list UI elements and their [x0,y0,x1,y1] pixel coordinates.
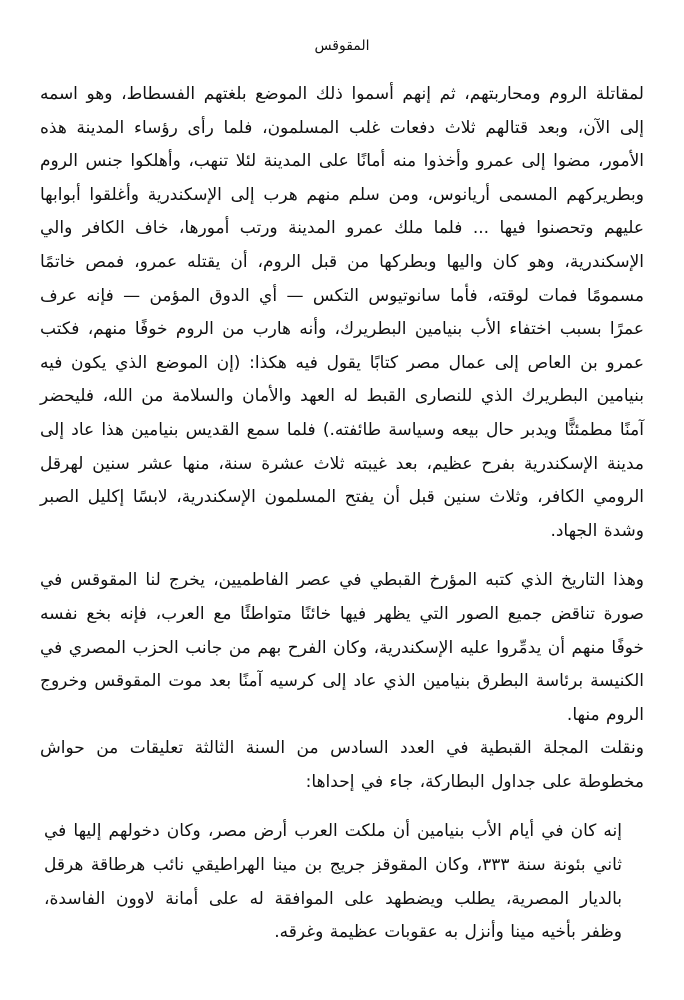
paragraph-2: وهذا التاريخ الذي كتبه المؤرخ القبطي في عصر الفاطميين، يخرج لنا المقوقس في صورة تناقض جميع الصور التي يظهر فيها خائنًا متواطئًا مع العرب، فإنه بخع نفسه خوفًا منهم أن يدمِّروا عليه الإسكندرية، وكان الفرح بهم من جانب الحزب المصري في الكنيسة برئاسة البطرق بنيامين الذي عاد إلى كرسيه آمنًا بعد موت المقوقس وخروج الروم منها. [40,570,644,725]
paragraph-1: لمقاتلة الروم ومحاربتهم، ثم إنهم أسموا ذلك الموضع بلغتهم الفسطاط، وهو اسمه إلى الآن، وبعد قتالهم ثلاث دفعات غلب المسلمون، فلما رأى رؤساء المدينة هذه الأمور، مضوا إلى عمرو وأخذوا منه أمانًا على المدينة لئلا تنهب، وأهلكوا جنس الروم وبطريركهم المسمى أريانوس، ومن سلم منهم هرب إلى الإسكندرية وأغلقوا أبوابها عليهم وتحصنوا فيها ... فلما ملك عمرو المدينة ورتب أمورها، خاف الكافر والي الإسكندرية، وهو كان واليها وبطركها من قبل الروم، أن يقتله عمرو، فمص خاتمًا مسمومًا فمات لوقته، فأما سانوتيوس التكس — أي الدوق المؤمن — فإنه عرف عمرًا بسبب اختفاء الأب بنيامين البطريرك، وأنه هارب من الروم خوفًا منهم، فكتب عمرو بن العاص إلى عمال مصر كتابًا يقول فيه هكذا: (إن الموضع الذي يكون فيه بنيامين البطريرك الذي للنصارى القبط له العهد والأمان والسلامة من الله، فليحضر آمنًا مطمئنًّا ويدبر حال بيعه وسياسة طائفته.) فلما سمع القديس بنيامين هذا عاد إلى مدينة الإسكندرية بفرح عظيم، بعد غيبته ثلاث عشرة سنة، منها عشر سنين لهرقل الرومي الكافر، وثلاث سنين قبل أن يفتح المسلمون الإسكندرية، لابسًا إكليل الصبر وشدة الجهاد. [40,84,644,541]
running-header: المقوقس [314,38,370,54]
paragraph-3: ونقلت المجلة القبطية في العدد السادس من السنة الثالثة تعليقات من حواش مخطوطة على جداول البطاركة، جاء في إحداها: [40,738,644,792]
block-quote: إنه كان في أيام الأب بنيامين أن ملكت العرب أرض مصر، وكان دخولهم إليها في ثاني بئونة سنة ٣٣٣، وكان المقوقز جريج بن مينا الهراطيقي نائب هرطاقة هرقل بالديار المصرية، يطلب ويضطهد على الموافقة له على أمانة لاوون الفاسدة، وظفر بأخيه مينا وأنزل به عقوبات عظيمة وغرقه. [44,821,622,943]
